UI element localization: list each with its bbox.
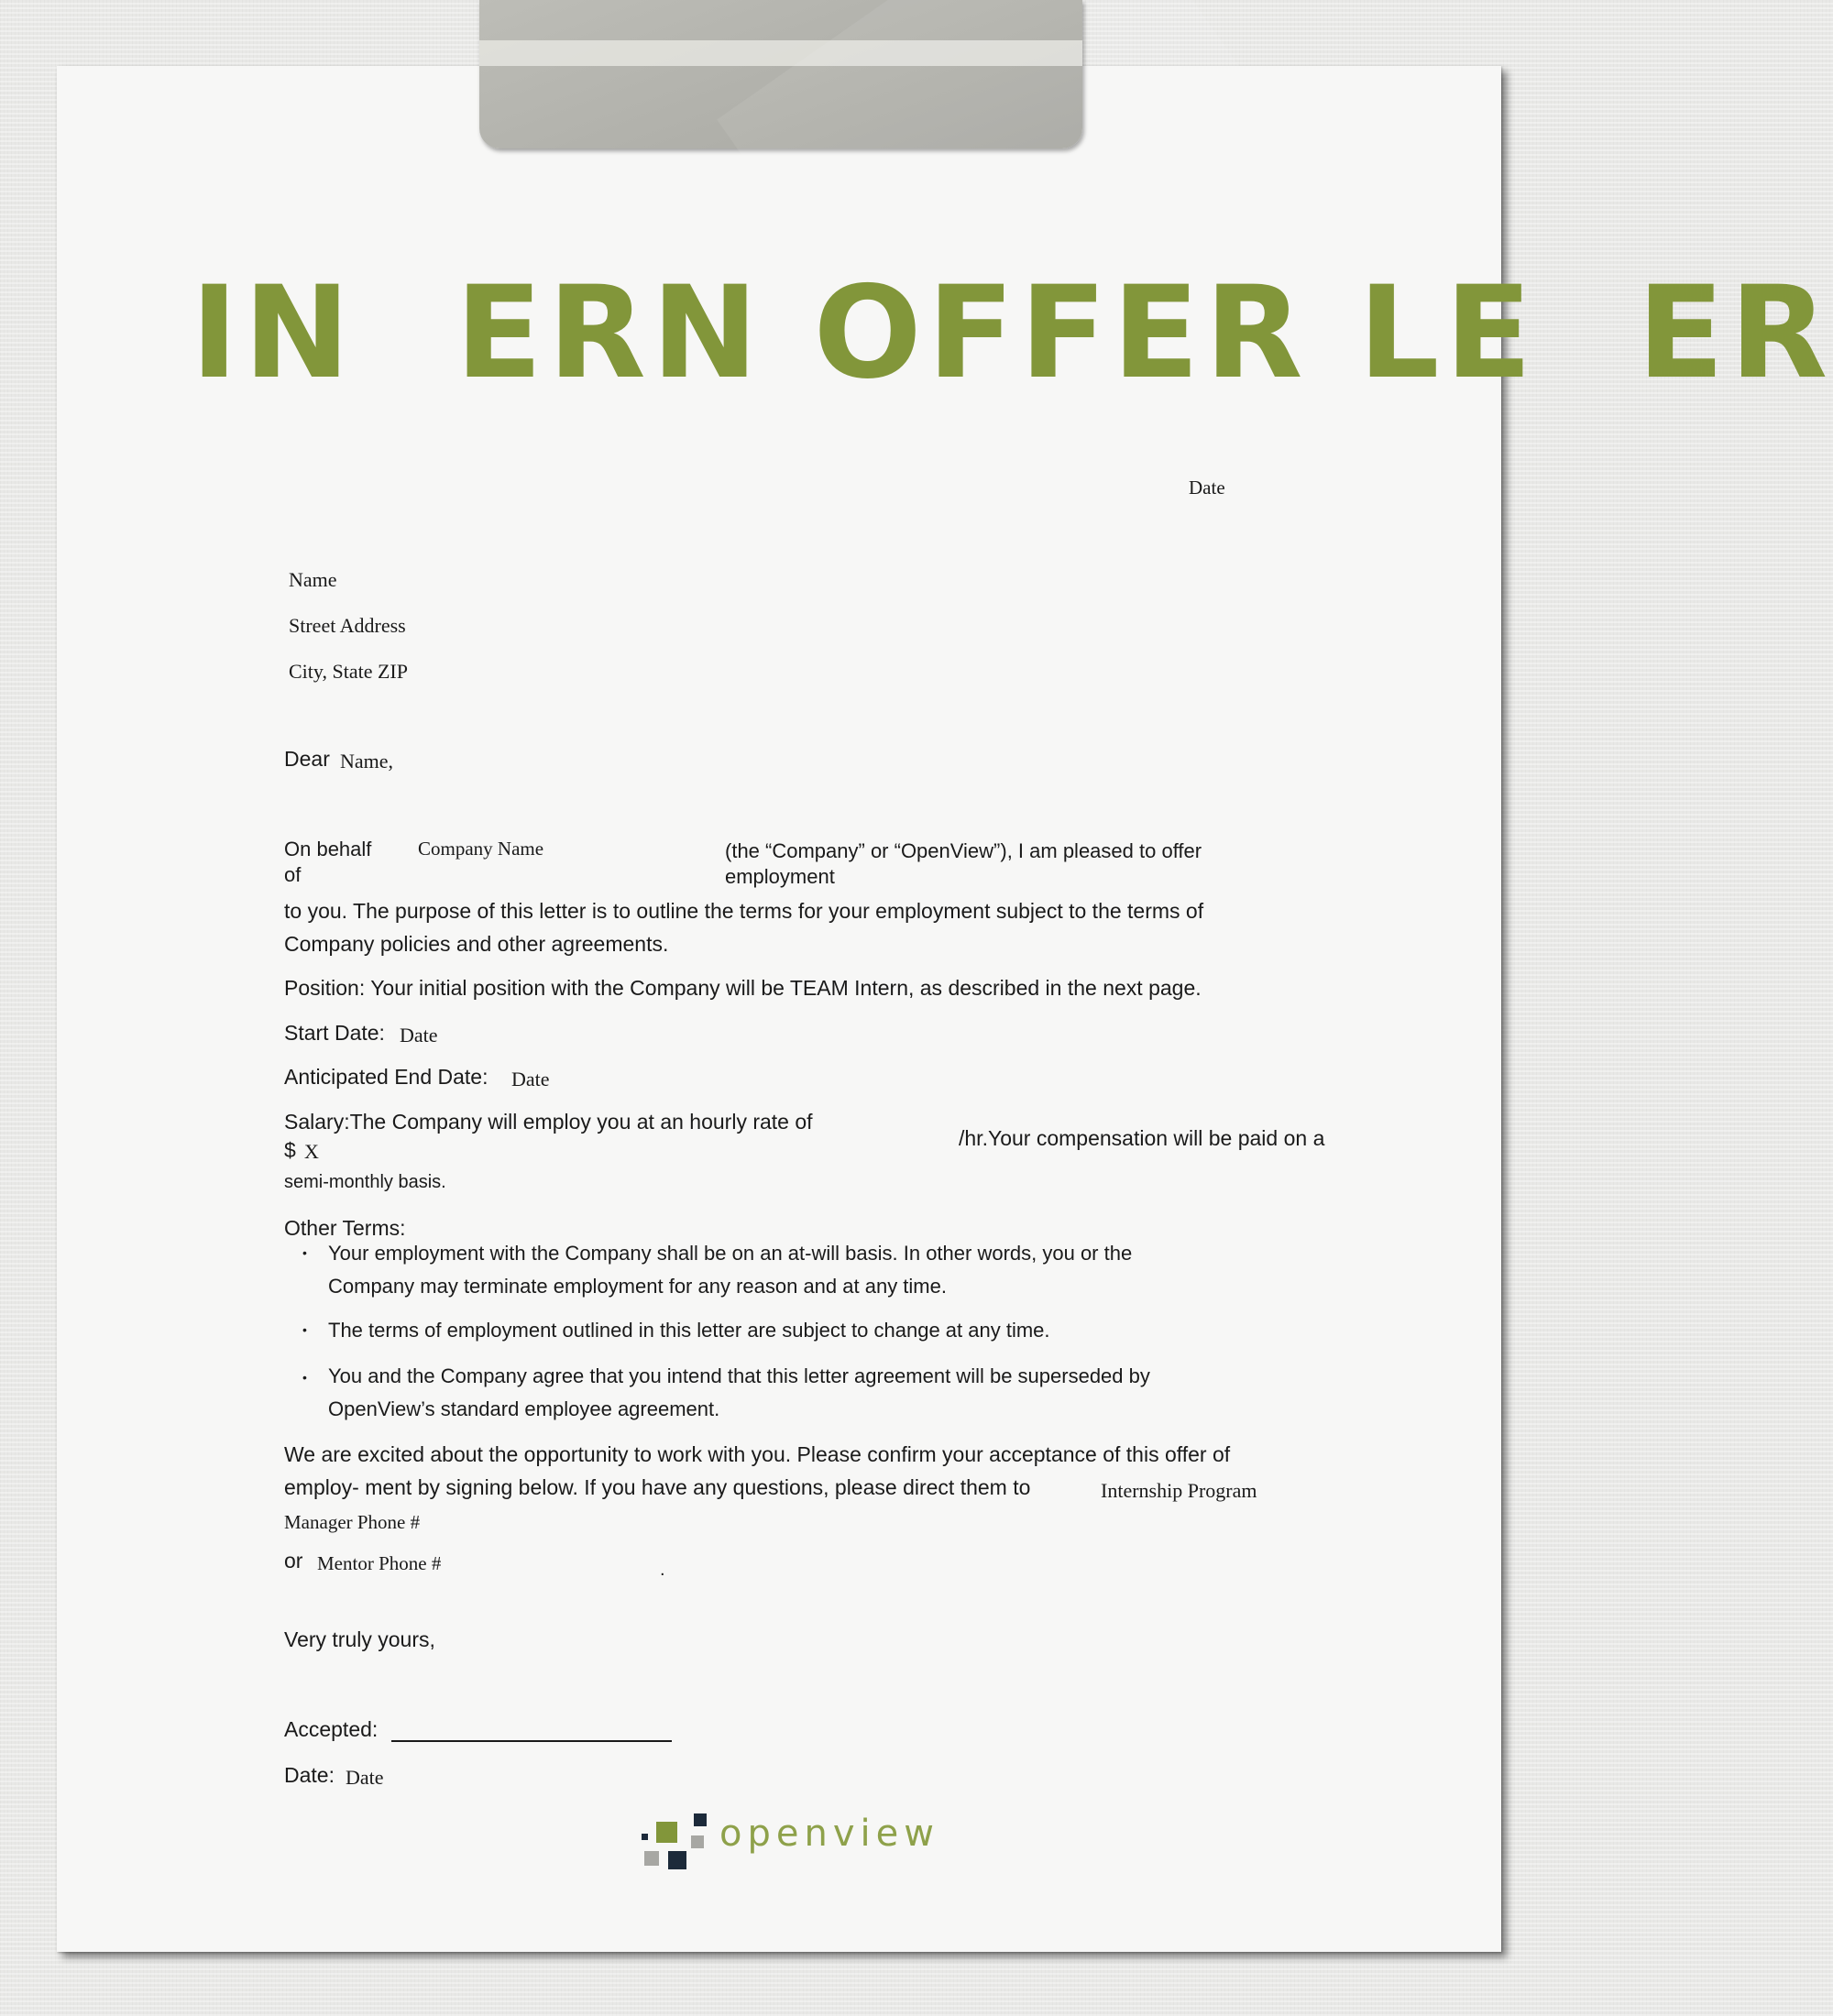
signature-line[interactable] (391, 1740, 672, 1742)
salutation-name: Name, (340, 750, 394, 772)
date-bottom-value: Date (346, 1766, 384, 1789)
mentor-field: Mentor Phone # (317, 1552, 442, 1574)
start-date-label: Start Date: (284, 1021, 385, 1045)
closing-or: or (284, 1549, 303, 1572)
openview-logo (639, 1809, 939, 1873)
bullet-2-line1: The terms of employment outlined in this letter are subject to change at any time. (328, 1319, 1050, 1342)
date-top: Date (1189, 477, 1225, 499)
bullet-2-marker: • (302, 1322, 307, 1337)
closing-period: . (660, 1560, 665, 1580)
salary-rate-field: X (304, 1140, 319, 1163)
intro-on-behalf: On behalf (284, 838, 372, 860)
recipient-city: City, State ZIP (289, 660, 408, 683)
recipient-street: Street Address (289, 614, 406, 637)
bullet-3-line2: OpenView’s standard employee agreement. (328, 1397, 720, 1420)
logo-square-navy-top (694, 1813, 707, 1826)
logo-square-gray-left (644, 1851, 659, 1866)
salary-line1: Salary:The Company will employ you at an hourly rate of (284, 1110, 813, 1134)
purpose-line2: Company policies and other agreements. (284, 932, 669, 956)
end-date-label: Anticipated End Date: (284, 1065, 488, 1089)
recipient-name: Name (289, 568, 337, 591)
logo-square-small-navy (642, 1834, 648, 1840)
bullet-3-marker: • (302, 1370, 307, 1385)
letter-title: IN ERN OFFER LE ER (191, 258, 1833, 407)
accepted-label: Accepted: (284, 1717, 379, 1741)
logo-square-gray-mid (691, 1835, 704, 1848)
salary-dollar: $ (284, 1138, 296, 1162)
bullet-1-line1: Your employment with the Company shall be on an at-will basis. In other words, you or the (328, 1242, 1133, 1265)
closing-line1: We are excited about the opportunity to work with you. Please confirm your acceptance of this offer of (284, 1442, 1231, 1466)
salutation-dear: Dear (284, 747, 330, 771)
paper-clip (479, 0, 1082, 148)
bullet-3-line1: You and the Company agree that you intend that this letter agreement will be superseded by (328, 1364, 1150, 1387)
salary-line3: semi-monthly basis. (284, 1172, 446, 1192)
intro-of: of (284, 863, 302, 886)
salary-after: /hr.Your compensation will be paid on a (959, 1126, 1325, 1150)
logo-square-navy-bottom (668, 1851, 686, 1869)
logo-wordmark: openview (719, 1813, 939, 1855)
company-name-field: Company Name (418, 838, 544, 860)
end-date-value: Date (511, 1068, 550, 1090)
manager-field-part2: Manager Phone # (284, 1511, 421, 1533)
bullet-1-marker: • (302, 1245, 307, 1260)
purpose-line1: to you. The purpose of this letter is to outline the terms for your employment subject to the terms of (284, 899, 1204, 923)
manager-field-part1: Internship Program (1101, 1479, 1257, 1502)
other-terms-heading: Other Terms: (284, 1216, 406, 1240)
sign-off: Very truly yours, (284, 1627, 435, 1651)
intro-company-line2: employment (725, 865, 835, 888)
bullet-1-line2: Company may terminate employment for any reason and at any time. (328, 1275, 947, 1298)
intro-company-line1: (the “Company” or “OpenView”), I am pleased to offer (725, 839, 1202, 862)
start-date-value: Date (400, 1024, 438, 1046)
closing-line2: employ- ment by signing below. If you have any questions, please direct them to (284, 1475, 1031, 1499)
position-text: Position: Your initial position with the Company will be TEAM Intern, as described in the next page. (284, 976, 1202, 1000)
logo-square-green (656, 1822, 677, 1843)
date-bottom-label: Date: (284, 1763, 335, 1787)
